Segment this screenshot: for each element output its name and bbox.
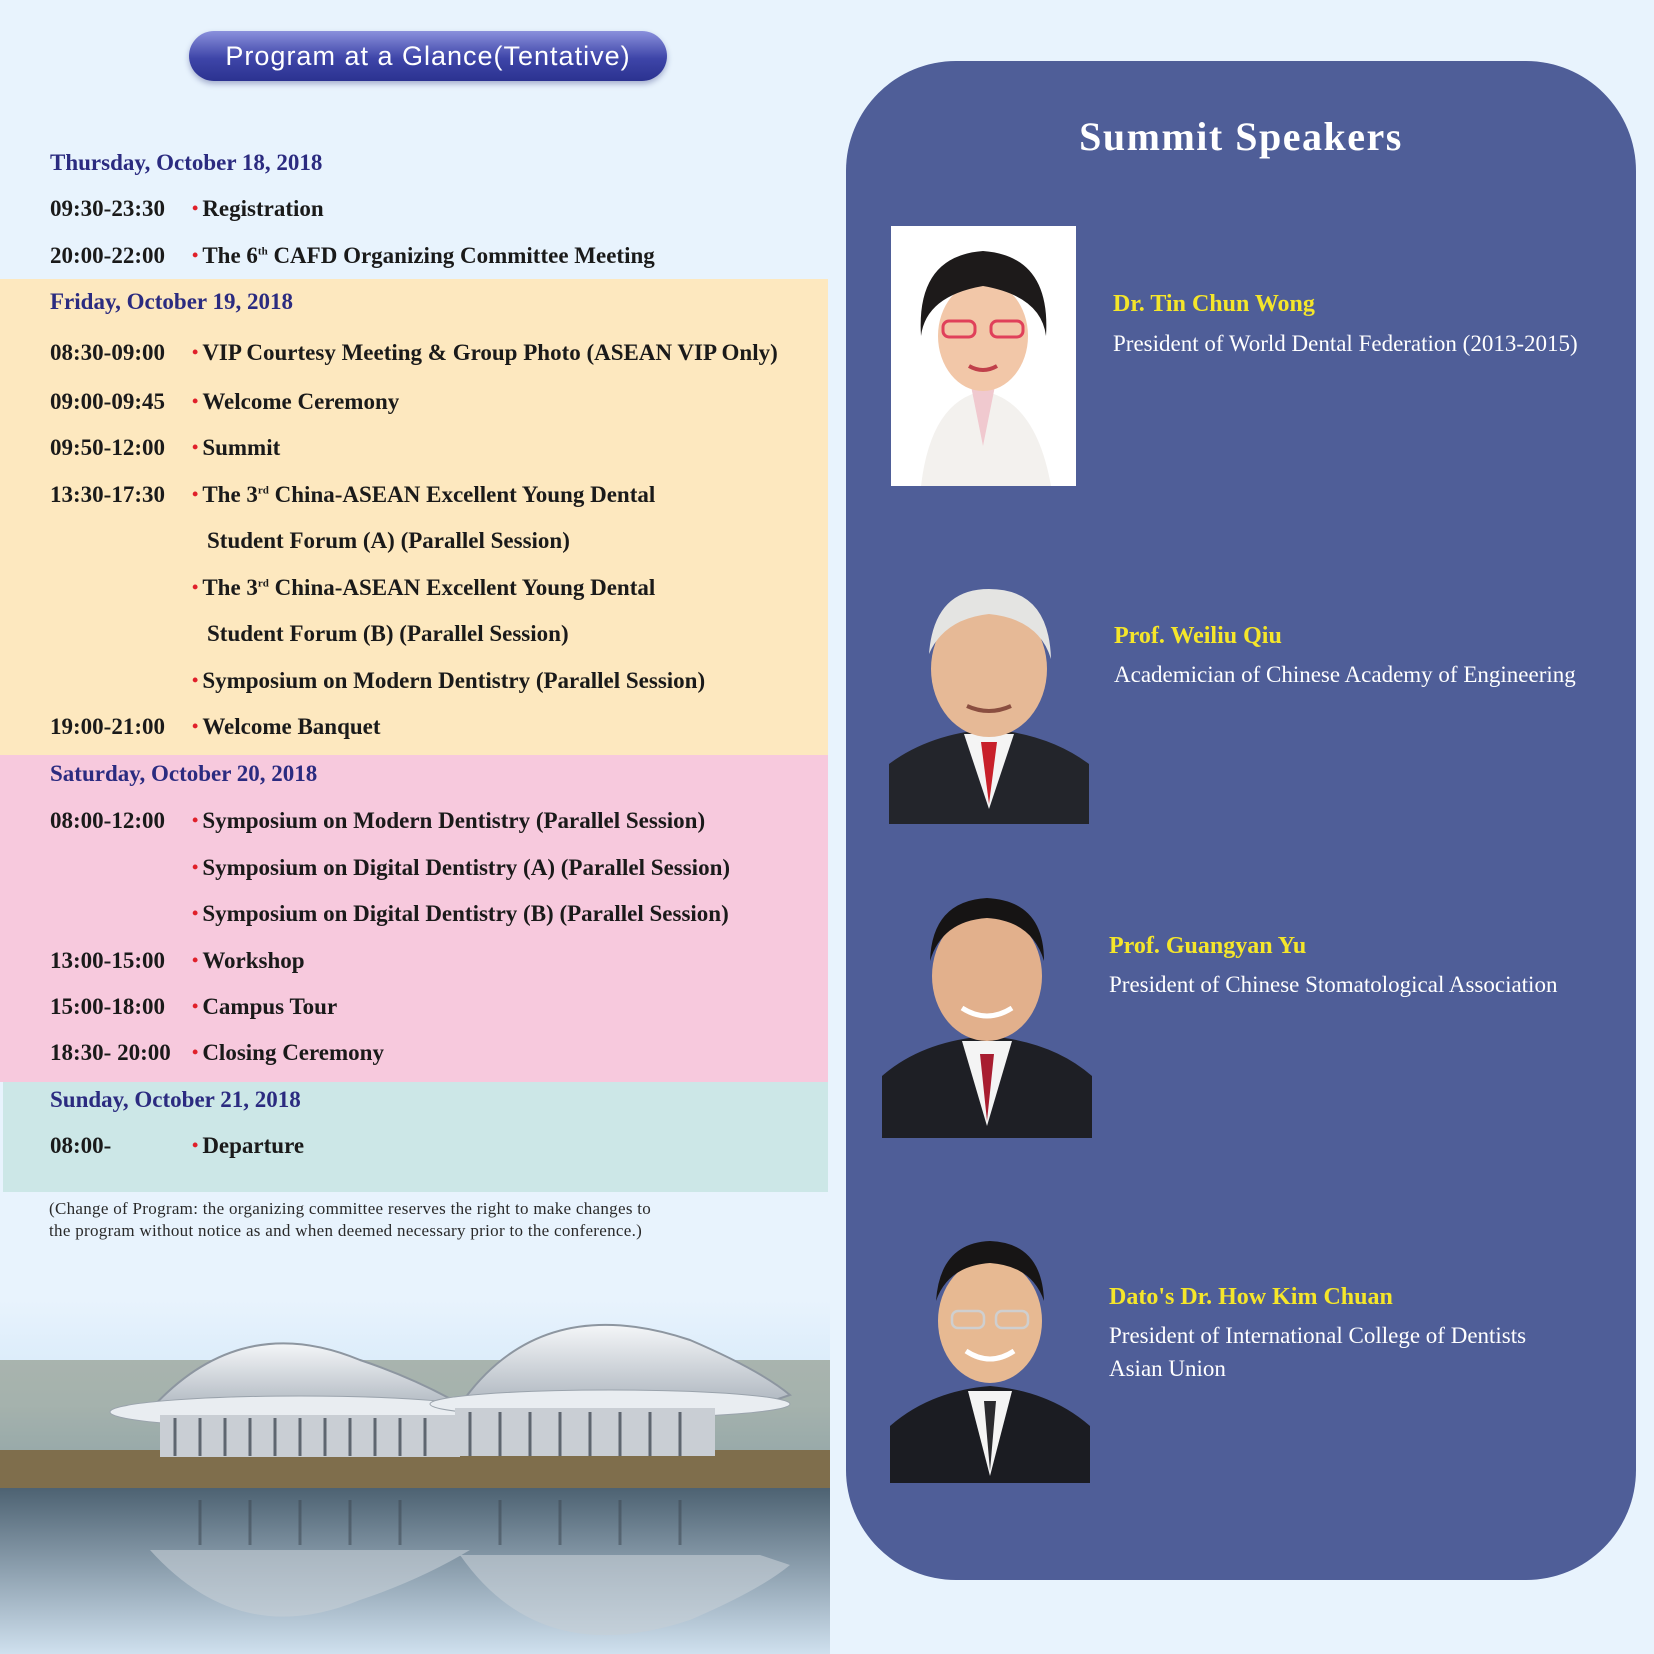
schedule-item: • Summit — [192, 435, 281, 460]
time-slot: 09:30-23:30 — [50, 196, 165, 221]
time-slot: 08:00- — [50, 1133, 112, 1158]
schedule-item: • Symposium on Digital Dentistry (B) (Parallel Session) — [192, 901, 729, 926]
bullet-icon: • — [192, 577, 199, 597]
schedule-item-continuation: Student Forum (A) (Parallel Session) — [207, 528, 570, 553]
bullet-icon: • — [192, 950, 199, 970]
schedule-item: • Registration — [192, 196, 324, 221]
speaker-name: Prof. Guangyan Yu — [1109, 933, 1307, 959]
time-slot: 19:00-21:00 — [50, 714, 165, 739]
speakers-heading: Summit Speakers — [1079, 114, 1403, 159]
schedule-item: • Closing Ceremony — [192, 1040, 384, 1065]
speaker-photo-wong — [891, 226, 1076, 486]
schedule-item: • Symposium on Modern Dentistry (Parallel Session) — [192, 808, 706, 833]
bullet-icon: • — [192, 670, 199, 690]
schedule-item: • Welcome Ceremony — [192, 389, 400, 414]
schedule-item: • VIP Courtesy Meeting & Group Photo (ASEAN VIP Only) — [192, 340, 778, 365]
speaker-portrait — [889, 564, 1089, 824]
speaker-role-line: President of International College of Dentists — [1109, 1323, 1527, 1348]
note-line: (Change of Program: the organizing committee reserves the right to make changes to — [49, 1199, 652, 1218]
speaker-role-line: Asian Union — [1109, 1356, 1226, 1381]
schedule-item: • Departure — [192, 1133, 305, 1158]
schedule-item: • Campus Tour — [192, 994, 338, 1019]
note-line: the program without notice as and when deemed necessary prior to the conference.) — [49, 1221, 643, 1240]
bullet-icon: • — [192, 716, 199, 736]
bullet-icon: • — [192, 996, 199, 1016]
bullet-icon: • — [192, 198, 199, 218]
time-slot: 20:00-22:00 — [50, 243, 165, 268]
bullet-icon: • — [192, 903, 199, 923]
speaker-portrait — [882, 876, 1092, 1138]
bullet-icon: • — [192, 857, 199, 877]
speaker-role — [1109, 1319, 1629, 1385]
day-heading-friday: Friday, October 19, 2018 — [50, 289, 293, 314]
speaker-name: Dato's Dr. How Kim Chuan — [1109, 1284, 1393, 1310]
bullet-icon: • — [192, 245, 199, 265]
bullet-icon: • — [192, 342, 199, 362]
day-heading-sunday: Sunday, October 21, 2018 — [50, 1087, 301, 1112]
schedule-item: • The 6th CAFD Organizing Committee Meeting — [192, 243, 655, 268]
day-heading-saturday: Saturday, October 20, 2018 — [50, 761, 318, 786]
schedule-item-continuation: Student Forum (B) (Parallel Session) — [207, 621, 569, 646]
program-change-note — [49, 1198, 809, 1242]
speaker-name: Dr. Tin Chun Wong — [1113, 291, 1315, 317]
schedule-item: • Workshop — [192, 948, 305, 973]
bullet-icon: • — [192, 437, 199, 457]
time-slot: 08:00-12:00 — [50, 808, 165, 833]
bullet-icon: • — [192, 1135, 199, 1155]
schedule-item: • Welcome Banquet — [192, 714, 381, 739]
speaker-portrait — [890, 1221, 1090, 1483]
schedule-item: • Symposium on Modern Dentistry (Parallel Session) — [192, 668, 706, 693]
time-slot: 15:00-18:00 — [50, 994, 165, 1019]
speaker-role: President of World Dental Federation (2013-2015) — [1113, 331, 1578, 356]
speakers-panel — [846, 61, 1636, 1580]
bullet-icon: • — [192, 810, 199, 830]
speaker-role: President of Chinese Stomatological Association — [1109, 972, 1558, 997]
speaker-name: Prof. Weiliu Qiu — [1114, 623, 1282, 649]
time-slot: 09:00-09:45 — [50, 389, 165, 414]
schedule-item: • The 3rd China-ASEAN Excellent Young Dental — [192, 575, 656, 600]
speaker-role: Academician of Chinese Academy of Engineering — [1114, 662, 1576, 687]
time-slot: 13:00-15:00 — [50, 948, 165, 973]
speaker-photo-qiu — [889, 564, 1089, 824]
schedule-item: • The 3rd China-ASEAN Excellent Young Dental — [192, 482, 656, 507]
time-slot: 08:30-09:00 — [50, 340, 165, 365]
bullet-icon: • — [192, 391, 199, 411]
speaker-portrait — [891, 226, 1076, 486]
bullet-icon: • — [192, 1042, 199, 1062]
program-title: Program at a Glance(Tentative) — [189, 31, 667, 81]
schedule-item: • Symposium on Digital Dentistry (A) (Parallel Session) — [192, 855, 731, 880]
time-slot: 13:30-17:30 — [50, 482, 165, 507]
speaker-photo-yu — [882, 876, 1092, 1138]
bullet-icon: • — [192, 484, 199, 504]
time-slot: 18:30- 20:00 — [50, 1040, 171, 1065]
venue-building-illustration — [0, 1300, 830, 1654]
venue-building-photo — [0, 1300, 830, 1654]
time-slot: 09:50-12:00 — [50, 435, 165, 460]
speaker-photo-how — [890, 1221, 1090, 1483]
day-heading-thursday: Thursday, October 18, 2018 — [50, 150, 323, 175]
